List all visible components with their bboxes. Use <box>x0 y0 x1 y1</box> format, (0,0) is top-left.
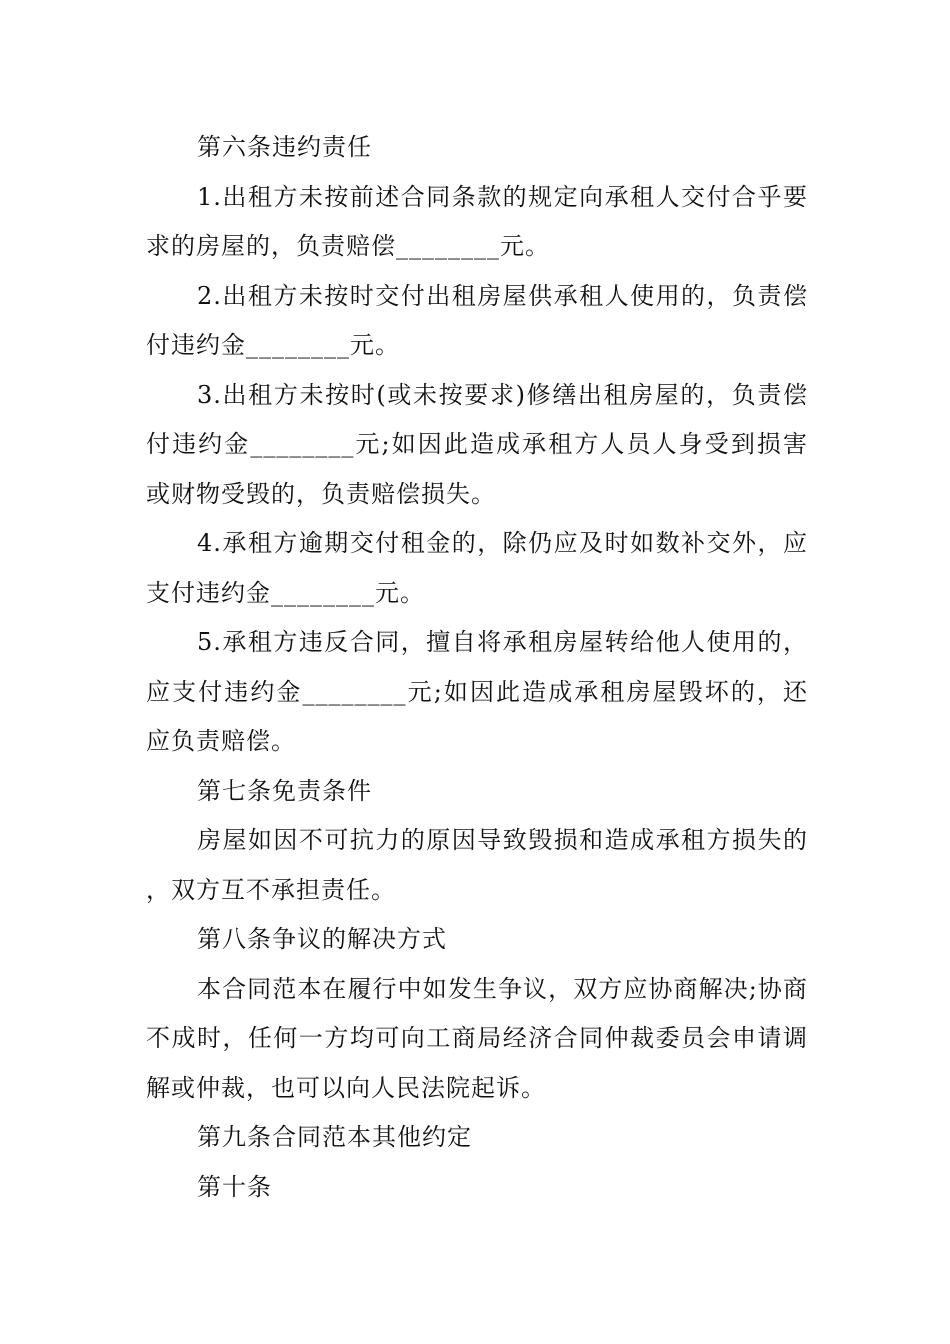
article-6-clause-3: 3.出租方未按时(或未按要求)修缮出租房屋的，负责偿付违约金________元;如因此造成承租方人员人身受到损害或财物受毁的，负责赔偿损失。 <box>146 380 808 508</box>
article-6-clause-4: 4.承租方逾期交付租金的，除仍应及时如数补交外，应支付违约金________元。 <box>146 529 808 607</box>
article-9-heading: 第九条合同范本其他约定 <box>197 1123 472 1151</box>
article-6-clause-2: 2.出租方未按时交付出租房屋供承租人使用的，负责偿付违约金________元。 <box>146 281 808 359</box>
article-6-heading: 第六条违约责任 <box>197 133 372 161</box>
article-8-heading: 第八条争议的解决方式 <box>197 925 447 953</box>
article-7-body: 房屋如因不可抗力的原因导致毁损和造成承租方损失的，双方互不承担责任。 <box>146 826 808 904</box>
article-10-heading: 第十条 <box>197 1172 272 1201</box>
article-7-heading: 第七条免责条件 <box>197 776 372 805</box>
document-body <box>146 123 808 1212</box>
article-8-body: 本合同范本在履行中如发生争议，双方应协商解决;协商不成时，任何一方均可向工商局经济合同仲裁委员会申请调解或仲裁，也可以向人民法院起诉。 <box>146 974 808 1102</box>
article-6-clause-1: 1.出租方未按前述合同条款的规定向承租人交付合乎要求的房屋的，负责赔偿________元。 <box>146 182 808 260</box>
article-6-clause-5: 5.承租方违反合同，擅自将承租房屋转给他人使用的，应支付违约金________元;如因此造成承租房屋毁坏的，还应负责赔偿。 <box>146 628 808 755</box>
